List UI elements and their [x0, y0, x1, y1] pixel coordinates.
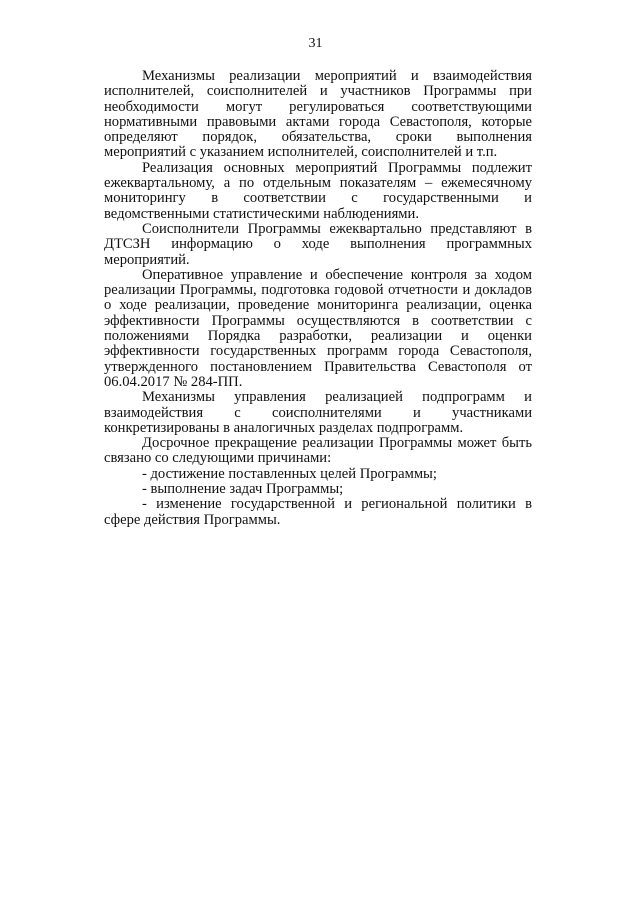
paragraph-early-termination: Досрочное прекращение реализации Программы может быть связано со следующими причинами: [104, 435, 532, 467]
paragraph-operational-management: Оперативное управление и обеспечение контроля за ходом реализации Программы, подготовка годовой отчетности и докладов о ходе реализации, проведение мониторинга реализации, оценка эффективности Программы осуществляются в соответствии с положениями Порядка разработки, реализации и оценки эффективности государственных программ города Севастополя, утвержденного постановлением Правительства Севастополя от 06.04.2017 № 284-ПП. [104, 266, 532, 390]
paragraph-subprogram-management: Механизмы управления реализацией подпрограмм и взаимодействия с соисполнителями и участниками конкретизированы в аналогичных разделах подпрограмм. [104, 389, 532, 436]
paragraph-implementation-mechanisms: Механизмы реализации мероприятий и взаимодействия исполнителей, соисполнителей и участников Программы при необходимости могут регулироваться соответствующими нормативными правовыми актами города Севастополя, которые определяют порядок, обязательства, сроки выполнения мероприятий с указанием исполнителей, соисполнителей и т.п. [104, 68, 532, 161]
list-item: - изменение государственной и региональной политики в сфере действия Программы. [104, 496, 532, 528]
document-body [104, 69, 532, 528]
list-item: - достижение поставленных целей Программы; [142, 465, 437, 482]
paragraph-quarterly-reporting: Соисполнители Программы ежеквартально представляют в ДТСЗН информацию о ходе выполнения программных мероприятий. [104, 220, 532, 268]
paragraph-monitoring: Реализация основных мероприятий Программы подлежит ежеквартальному, а по отдельным показателям – ежемесячному мониторингу в соответствии с государственными и ведомственными статистическими наблюдениями. [104, 159, 532, 222]
list-item: - выполнение задач Программы; [142, 481, 344, 498]
page-number: 31 [308, 36, 323, 51]
